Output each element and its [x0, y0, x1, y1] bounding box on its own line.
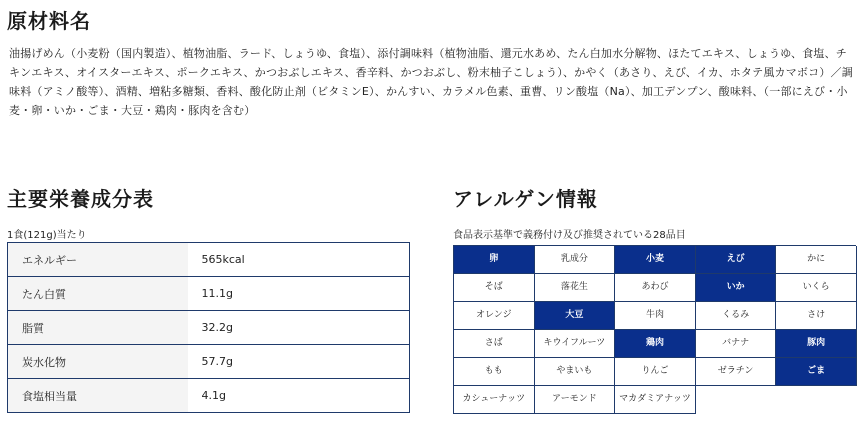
allergen-cell: マカダミア ナッツ: [615, 386, 696, 414]
nutrition-value: 565kcal: [188, 243, 410, 277]
allergen-cell: りんご: [615, 358, 696, 386]
allergen-cell: いくら: [776, 274, 857, 302]
allergen-cell: やまいも: [535, 358, 616, 386]
allergen-cell: いか: [696, 274, 777, 302]
allergen-cell: キウイフルーツ: [535, 330, 616, 358]
allergen-cell: 豚肉: [776, 330, 857, 358]
nutrition-row: [8, 277, 410, 311]
nutrition-label: 脂質: [8, 311, 188, 345]
allergen-cell: あわび: [615, 274, 696, 302]
nutrition-value: 11.1g: [188, 277, 410, 311]
allergen-cell: もも: [454, 358, 535, 386]
allergen-cell: さば: [454, 330, 535, 358]
nutrition-row: [8, 243, 410, 277]
nutrition-row: [8, 311, 410, 345]
allergen-cell: くるみ: [696, 302, 777, 330]
allergen-cell: 大豆: [535, 302, 616, 330]
allergen-cell: 小麦: [615, 246, 696, 274]
nutrition-serving-caption: 1食(121g)当たり: [7, 230, 87, 241]
nutrition-label: たん白質: [8, 277, 188, 311]
allergen-cell: カシューナッツ: [454, 386, 535, 414]
ingredients-title: 原材料名: [7, 9, 91, 33]
nutrition-value: 57.7g: [188, 345, 410, 379]
allergen-cell: さけ: [776, 302, 857, 330]
allergen-title: アレルゲン情報: [453, 187, 598, 211]
nutrition-table: [7, 242, 410, 413]
allergen-cell: えび: [696, 246, 777, 274]
nutrition-value: 4.1g: [188, 379, 410, 413]
allergen-grid: [453, 245, 856, 414]
allergen-cell: 卵: [454, 246, 535, 274]
allergen-cell: 落花生: [535, 274, 616, 302]
allergen-cell: アーモンド: [535, 386, 616, 414]
allergen-cell: ごま: [776, 358, 857, 386]
allergen-cell: 牛肉: [615, 302, 696, 330]
allergen-cell: 乳成分: [535, 246, 616, 274]
allergen-cell: ゼラチン: [696, 358, 777, 386]
allergen-caption: 食品表示基準で義務付け及び推奨されている28品目: [453, 230, 686, 241]
ingredients-text: 油揚げめん（小麦粉（国内製造）、植物油脂、ラード、しょうゆ、食塩）、添付調味料（植物油脂、還元水あめ、たん白加水分解物、ほたてエキス、しょうゆ、食塩、チキンエキス、オイスターエキス、ポークエキス、かつおぶしエキス、香辛料、かつおぶし、粉末柚子こしょう）、かやく（あさり、えび、イカ、ホタテ風カマボコ）／調味料（アミノ酸等）、酒精、増粘多糖類、香料、酸化防止剤（ビタミンE）、かんすい、カラメル色素、重曹、リン酸塩（Na）、加工デンプン、酸味料、（一部にえび・小麦・卵・いか・ごま・大豆・鶏肉・豚肉を含む）: [9, 47, 853, 117]
allergen-cell: かに: [776, 246, 857, 274]
nutrition-row: [8, 345, 410, 379]
allergen-cell: バナナ: [696, 330, 777, 358]
nutrition-label: 炭水化物: [8, 345, 188, 379]
nutrition-label: エネルギー: [8, 243, 188, 277]
allergen-cell: 鶏肉: [615, 330, 696, 358]
nutrition-title: 主要栄養成分表: [7, 187, 154, 211]
nutrition-value: 32.2g: [188, 311, 410, 345]
nutrition-row: [8, 379, 410, 413]
nutrition-label: 食塩相当量: [8, 379, 188, 413]
allergen-cell: そば: [454, 274, 535, 302]
allergen-cell: オレンジ: [454, 302, 535, 330]
